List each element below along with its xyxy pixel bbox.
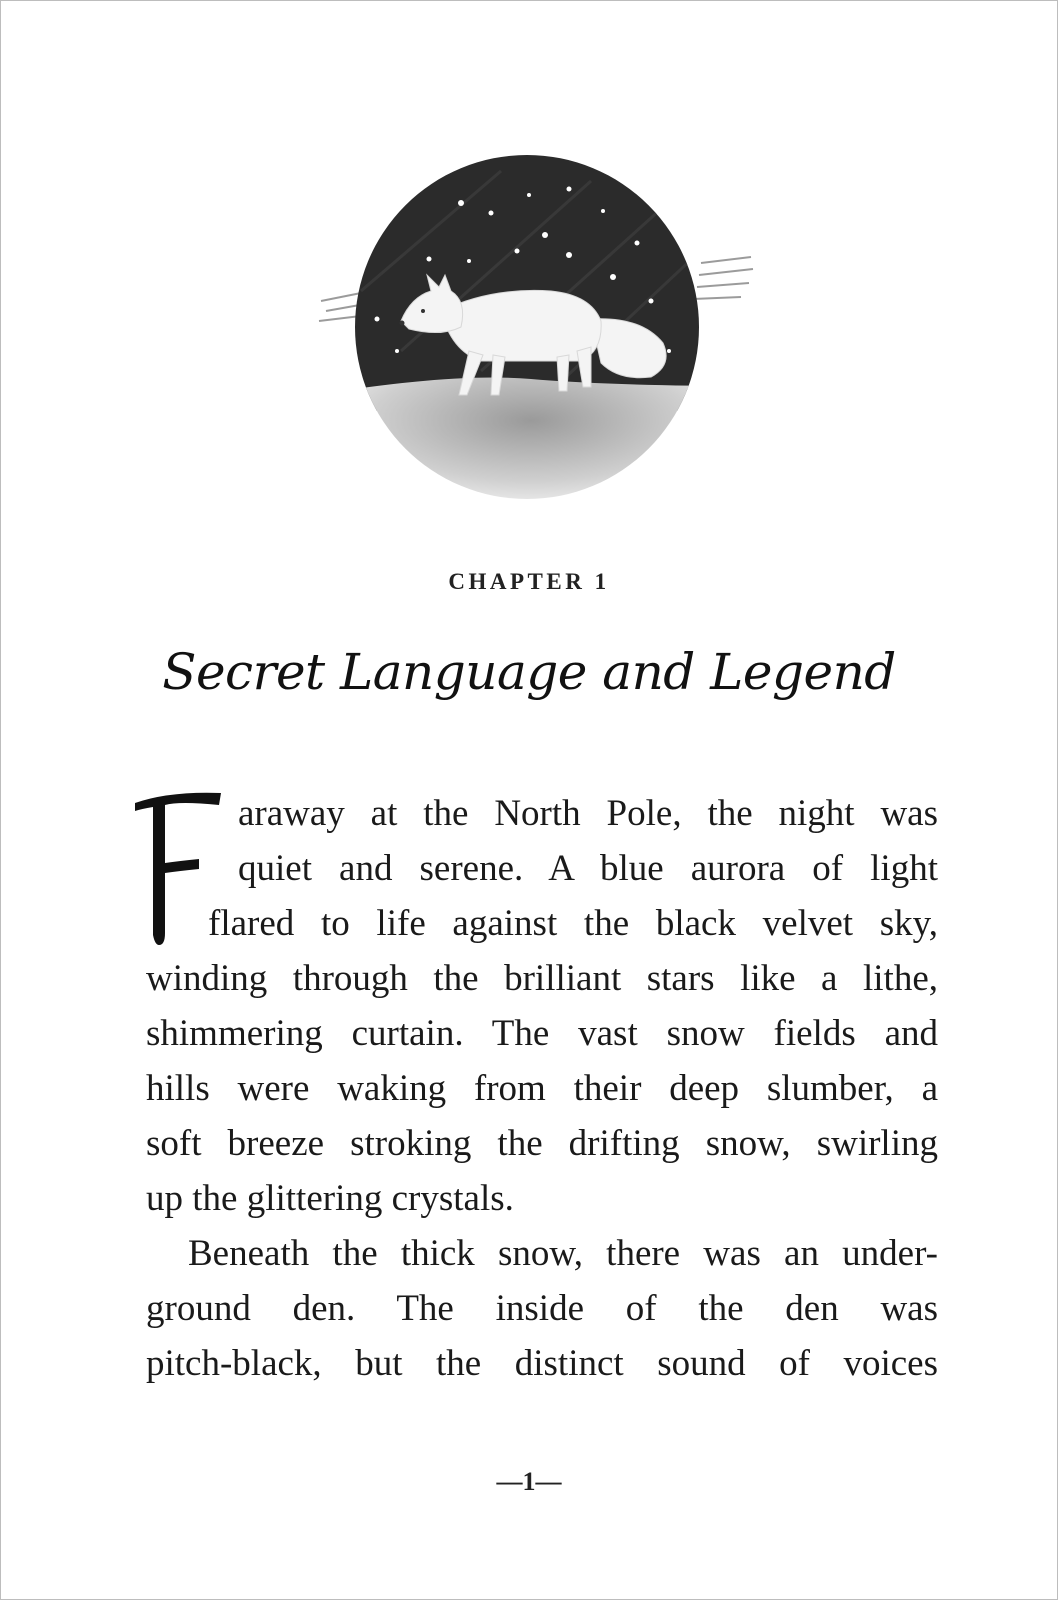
chapter-title: Secret Language and Legend <box>162 643 896 701</box>
text-line: pitch-black, but the distinct sound of voices <box>146 1343 938 1384</box>
text-line: up the glittering crystals. <box>146 1178 514 1219</box>
body-text <box>146 786 938 1391</box>
text-line: Beneath the thick snow, there was an under- <box>188 1233 938 1274</box>
text-line: winding through the brilliant stars like a lithe, <box>146 958 938 999</box>
text-line: ground den. The inside of the den was <box>146 1288 938 1329</box>
text-line: hills were waking from their deep slumber, a <box>146 1068 938 1109</box>
chapter-label: CHAPTER 1 <box>448 569 610 594</box>
text-line: soft breeze stroking the drifting snow, swirling <box>146 1123 938 1164</box>
fox-illustration-icon <box>301 151 771 521</box>
text-line: quiet and serene. A blue aurora of light <box>238 848 938 889</box>
text-line: shimmering curtain. The vast snow fields and <box>146 1013 938 1054</box>
text-line: araway at the North Pole, the night was <box>238 793 938 834</box>
page-number: —1— <box>496 1467 562 1496</box>
text-line: flared to life against the black velvet sky, <box>208 903 938 944</box>
